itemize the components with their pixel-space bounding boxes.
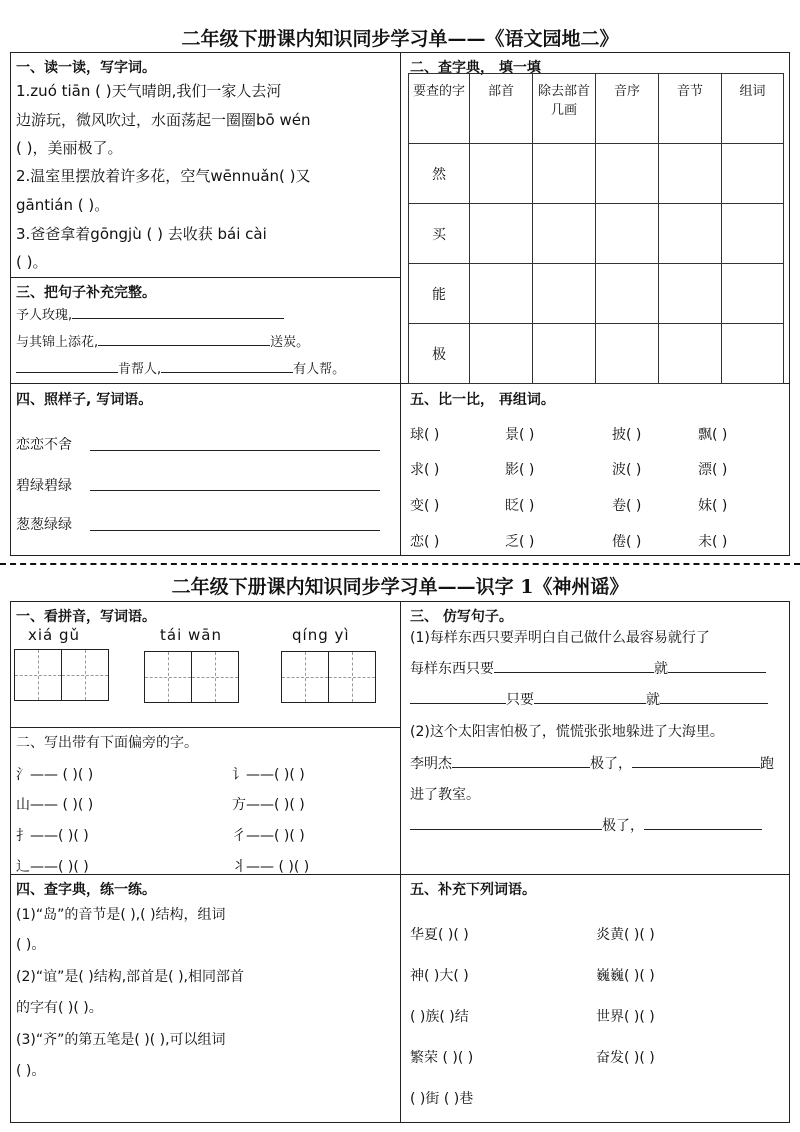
section-heading: 五、补充下列词语。 [410, 882, 536, 898]
example-word: 碧绿碧绿 [16, 478, 72, 494]
radical-item: 氵—— ( )( ) [16, 767, 94, 783]
idiom-item: 巍巍( )( ) [596, 968, 655, 984]
radical-item: 丬—— ( )( ) [232, 859, 310, 875]
compare-item: 倦( ) [612, 534, 642, 550]
cut-line [0, 563, 800, 565]
exercise-line: (2)“谊”是( )结构,部首是( ),相同部首 [16, 969, 244, 985]
compare-item: 妹( ) [698, 498, 728, 514]
answer-cell[interactable] [596, 144, 659, 204]
sentence-text: 每样东西只要 [410, 661, 494, 677]
exercise-line: 1.zuó tiān ( )天气晴朗,我们一家人去河 [16, 82, 282, 100]
answer-cell[interactable] [470, 324, 533, 384]
example-word: 葱葱绿绿 [16, 517, 72, 533]
exercise-line: (1)“岛”的音节是( ),( )结构，组词 [16, 907, 226, 923]
blank-line[interactable] [98, 331, 270, 346]
sentence-text: 只要 [506, 692, 534, 708]
answer-cell[interactable] [533, 324, 596, 384]
blank-line[interactable] [494, 658, 654, 673]
answer-cell[interactable] [596, 204, 659, 264]
section-heading: 五、比一比， 再组词。 [410, 392, 555, 408]
exercise-line: 边游玩，微风吹过，水面荡起一圈圈bō wén [16, 111, 311, 129]
grid-cell[interactable] [191, 651, 239, 703]
compare-item: 眨( ) [505, 498, 535, 514]
sentence-text: 与其锦上添花, [16, 335, 99, 350]
compare-item: 求( ) [410, 462, 440, 478]
compare-item: 影( ) [505, 462, 535, 478]
sentence-line [16, 358, 345, 377]
blank-line[interactable] [632, 753, 760, 768]
sentence-line [16, 304, 284, 323]
compare-item: 卷( ) [612, 498, 642, 514]
exercise-line: ( )。 [16, 1063, 46, 1079]
sheet1-title: 二年级下册课内知识同步学习单——《语文园地二》 [181, 28, 619, 50]
answer-cell[interactable] [659, 264, 722, 324]
radical-item: 彳——( )( ) [232, 828, 305, 844]
radical-item: 讠——( )( ) [232, 767, 305, 783]
table-header: 音序 [596, 74, 659, 144]
exercise-line: ( )，美丽极了。 [16, 139, 123, 157]
sentence-text: 肯帮人, [118, 362, 162, 377]
section-heading: 一、读一读，写字词。 [16, 60, 156, 76]
section-heading: 三、 仿写句子。 [410, 609, 513, 625]
divider [400, 52, 401, 556]
lookup-char: 买 [409, 204, 470, 264]
compare-item: 未( ) [698, 534, 728, 550]
blank-line[interactable] [90, 450, 380, 451]
lookup-char: 极 [409, 324, 470, 384]
blank-line[interactable] [72, 304, 284, 319]
exercise-line: gāntián ( )。 [16, 196, 110, 214]
table-header: 要查的字 [409, 74, 470, 144]
pinyin-prompt: qíng yì [292, 626, 350, 644]
imitation-line [410, 815, 762, 835]
idiom-item: 繁荣 ( )( ) [410, 1050, 474, 1066]
grid-cell[interactable] [328, 651, 376, 703]
answer-cell[interactable] [659, 324, 722, 384]
model-sentence: (1)每样东西只要弄明白自己做什么最容易就行了 [410, 630, 710, 646]
table-header: 除去部首几画 [533, 74, 596, 144]
answer-cell[interactable] [533, 204, 596, 264]
radical-item: 山—— ( )( ) [16, 797, 94, 813]
model-sentence: (2)这个太阳害怕极了，慌慌张张地躲进了大海里。 [410, 724, 724, 740]
answer-cell[interactable] [722, 204, 784, 264]
blank-line[interactable] [410, 689, 506, 704]
grid-cell[interactable] [281, 651, 329, 703]
imitation-line [410, 753, 774, 773]
blank-line[interactable] [660, 689, 768, 704]
blank-line[interactable] [644, 815, 762, 830]
divider [10, 874, 790, 875]
sentence-text: 极了， [602, 818, 644, 834]
section-heading: 二、写出带有下面偏旁的字。 [16, 735, 198, 751]
idiom-item: ( )族( )结 [410, 1009, 469, 1025]
grid-cell[interactable] [144, 651, 192, 703]
exercise-line: 2.温室里摆放着许多花，空气wēnnuǎn( )又 [16, 167, 311, 185]
answer-cell[interactable] [722, 144, 784, 204]
idiom-item: 华夏( )( ) [410, 927, 469, 943]
sentence-text: 就 [654, 661, 668, 677]
example-word: 恋恋不舍 [16, 437, 72, 453]
sentence-text: 极了， [590, 756, 632, 772]
sentence-text: 予人玫瑰, [16, 308, 73, 323]
sentence-text: 跑 [760, 756, 774, 772]
answer-cell[interactable] [596, 324, 659, 384]
sentence-text: 有人帮。 [293, 362, 346, 377]
blank-line[interactable] [668, 658, 766, 673]
sentence-text: 送炭。 [270, 335, 310, 350]
radical-item: 扌——( )( ) [16, 828, 89, 844]
compare-item: 球( ) [410, 427, 440, 443]
answer-cell[interactable] [722, 264, 784, 324]
answer-cell[interactable] [470, 264, 533, 324]
sentence-text: 就 [646, 692, 660, 708]
answer-cell[interactable] [533, 144, 596, 204]
divider [400, 601, 401, 1123]
exercise-line: ( )。 [16, 253, 48, 271]
table-header: 部首 [470, 74, 533, 144]
sentence-text: 李明杰 [410, 756, 452, 772]
blank-line[interactable] [16, 358, 118, 373]
answer-cell[interactable] [470, 204, 533, 264]
answer-cell[interactable] [722, 324, 784, 384]
writing-grid[interactable] [14, 649, 109, 701]
exercise-line: 3.爸爸拿着gōngjù ( ) 去收获 bái cài [16, 225, 267, 243]
idiom-item: ( )街 ( )巷 [410, 1091, 474, 1107]
sheet2-title: 二年级下册课内知识同步学习单——识字 1《神州谣》 [171, 576, 629, 598]
blank-line[interactable] [534, 689, 646, 704]
table-header: 组词 [722, 74, 784, 144]
imitation-line [410, 689, 768, 709]
blank-line[interactable] [90, 530, 380, 531]
exercise-line: 的字有( )( )。 [16, 1000, 103, 1016]
answer-cell[interactable] [659, 204, 722, 264]
divider [10, 727, 401, 728]
compare-item: 飘( ) [698, 427, 728, 443]
exercise-line: (3)“齐”的第五笔是( )( ),可以组词 [16, 1032, 226, 1048]
section-heading: 二、查字典， 填一填 [410, 60, 541, 76]
divider [10, 277, 401, 278]
grid-cell[interactable] [61, 649, 109, 701]
radical-item: 辶——( )( ) [16, 859, 89, 875]
compare-item: 变( ) [410, 498, 440, 514]
section-heading: 三、把句子补充完整。 [16, 285, 156, 301]
blank-line[interactable] [161, 358, 293, 373]
compare-item: 漂( ) [698, 462, 728, 478]
sentence-line [16, 331, 309, 350]
blank-line[interactable] [452, 753, 590, 768]
idiom-item: 炎黄( )( ) [596, 927, 655, 943]
compare-item: 波( ) [612, 462, 642, 478]
answer-cell[interactable] [470, 144, 533, 204]
section-heading: 四、查字典，练一练。 [16, 882, 156, 898]
radical-item: 方——( )( ) [232, 797, 305, 813]
lookup-char: 然 [409, 144, 470, 204]
blank-line[interactable] [410, 815, 602, 830]
lookup-char: 能 [409, 264, 470, 324]
section-heading: 四、照样子, 写词语。 [16, 392, 153, 408]
answer-cell[interactable] [659, 144, 722, 204]
compare-item: 披( ) [612, 427, 642, 443]
grid-cell[interactable] [14, 649, 62, 701]
idiom-item: 世界( )( ) [596, 1009, 655, 1025]
answer-cell[interactable] [533, 264, 596, 324]
compare-item: 恋( ) [410, 534, 440, 550]
pinyin-prompt: tái wān [160, 626, 222, 644]
dictionary-table [408, 73, 784, 384]
compare-item: 乏( ) [505, 534, 535, 550]
idiom-item: 奋发( )( ) [596, 1050, 655, 1066]
writing-grid[interactable] [144, 651, 239, 703]
idiom-item: 神( )大( ) [410, 968, 469, 984]
writing-grid[interactable] [281, 651, 376, 703]
table-header: 音节 [659, 74, 722, 144]
blank-line[interactable] [90, 490, 380, 491]
pinyin-prompt: xiá gǔ [28, 626, 81, 644]
answer-cell[interactable] [596, 264, 659, 324]
sentence-text: 进了教室。 [410, 787, 480, 803]
section-heading: 一、看拼音，写词语。 [16, 609, 156, 625]
exercise-line: ( )。 [16, 937, 46, 953]
imitation-line [410, 658, 766, 678]
compare-item: 景( ) [505, 427, 535, 443]
